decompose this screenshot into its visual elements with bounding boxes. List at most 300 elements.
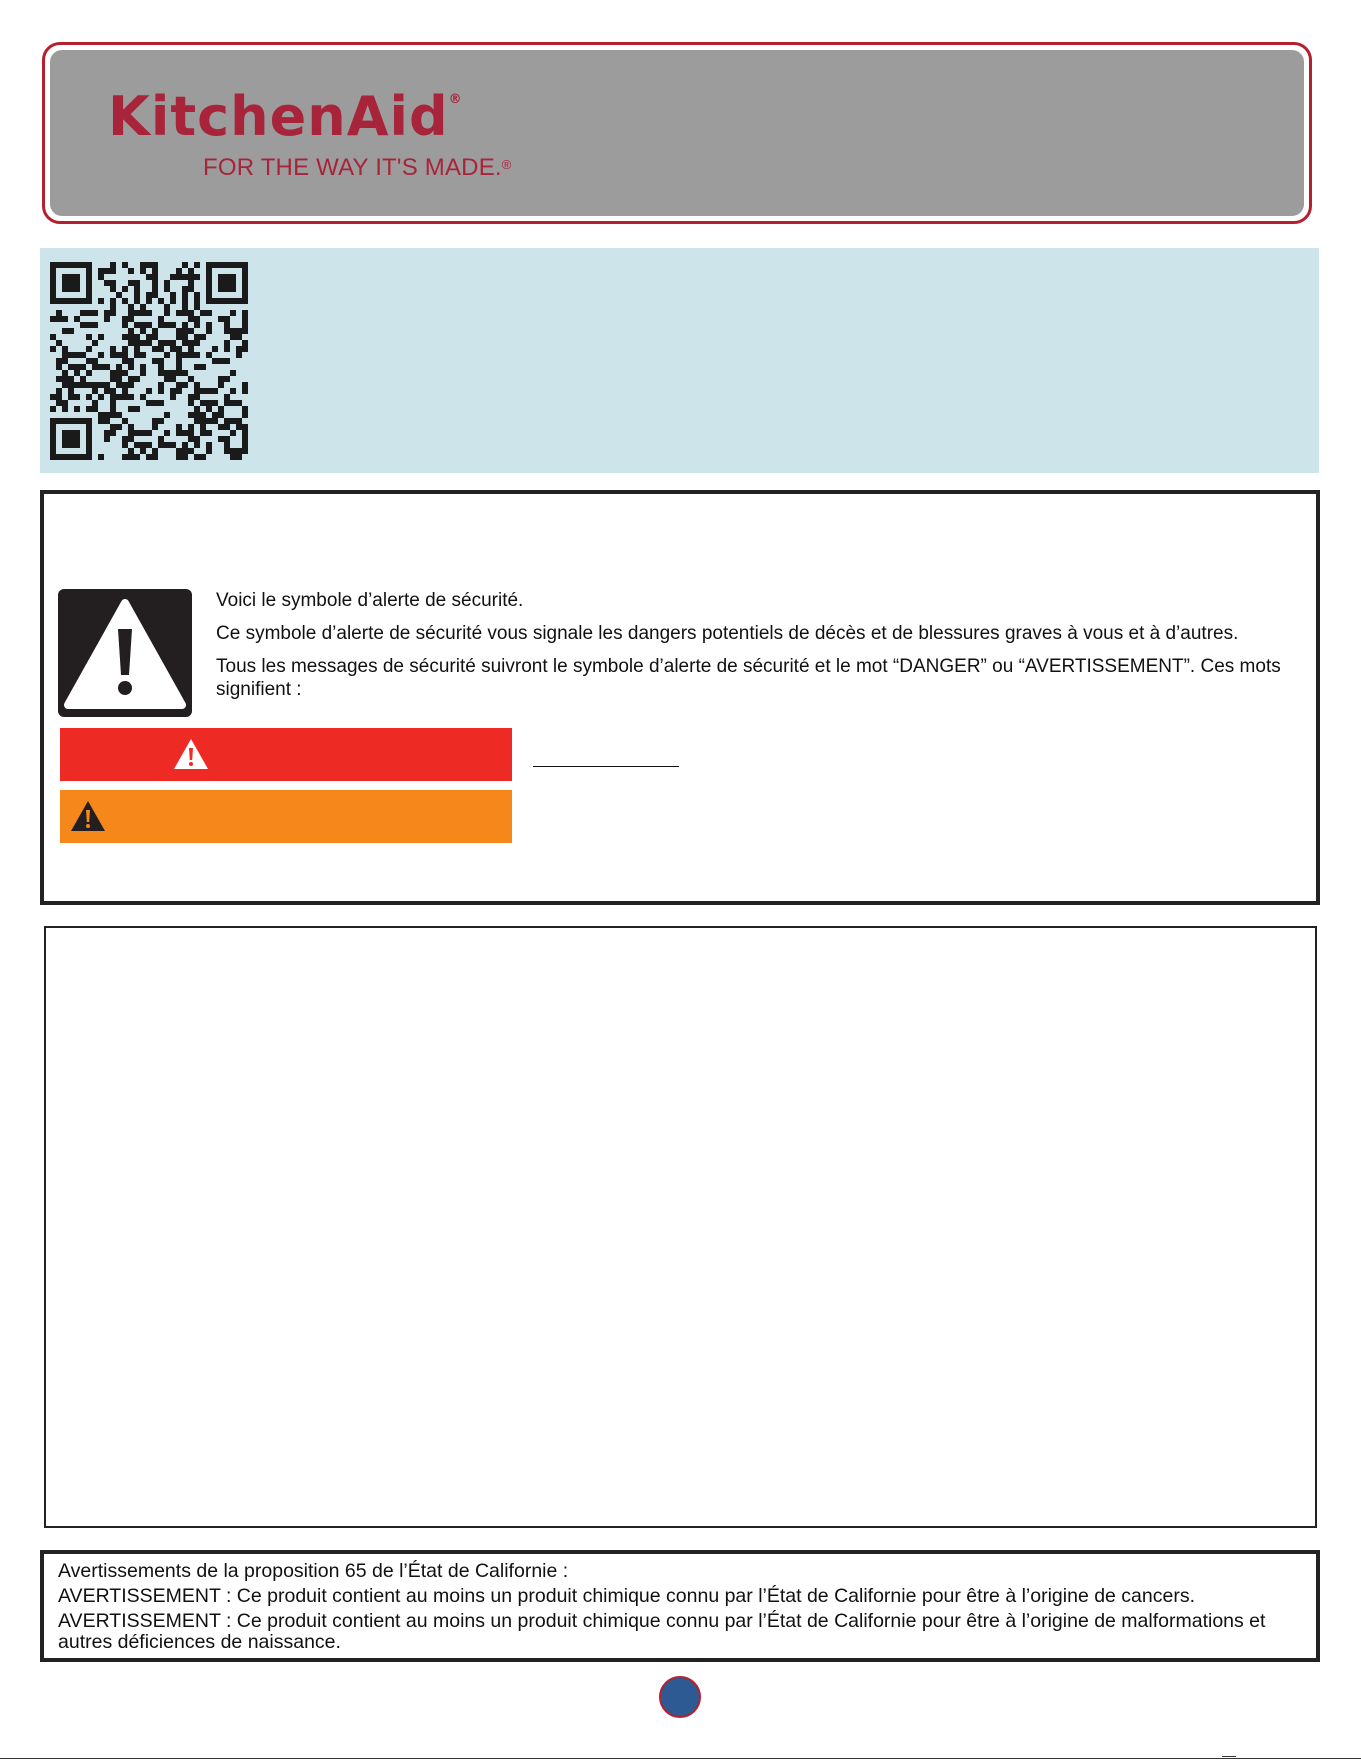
qr-module (212, 346, 218, 352)
qr-module (182, 352, 188, 358)
qr-module (188, 448, 194, 454)
qr-module (86, 292, 92, 298)
qr-module (164, 280, 170, 286)
qr-module (122, 382, 128, 388)
qr-module (98, 274, 104, 280)
qr-module (230, 430, 236, 436)
qr-module (92, 388, 98, 394)
qr-module (158, 358, 164, 364)
qr-module (128, 430, 134, 436)
qr-module (182, 442, 188, 448)
qr-module (224, 400, 230, 406)
qr-module (116, 424, 122, 430)
qr-module (122, 394, 128, 400)
qr-module (62, 370, 68, 376)
qr-module (206, 406, 212, 412)
qr-module (206, 280, 212, 286)
qr-module (134, 322, 140, 328)
qr-module (80, 298, 86, 304)
qr-module (62, 298, 68, 304)
qr-module (242, 268, 248, 274)
qr-module (206, 292, 212, 298)
qr-module (176, 448, 182, 454)
qr-module (134, 442, 140, 448)
qr-module (176, 370, 182, 376)
qr-module (182, 304, 188, 310)
qr-module (146, 430, 152, 436)
qr-module (128, 394, 134, 400)
qr-module (170, 346, 176, 352)
qr-module (170, 292, 176, 298)
qr-module (164, 322, 170, 328)
qr-module (194, 454, 200, 460)
qr-module (182, 274, 188, 280)
qr-module (182, 286, 188, 292)
qr-module (188, 268, 194, 274)
qr-module (62, 430, 68, 436)
qr-module (206, 298, 212, 304)
qr-module (194, 262, 200, 268)
qr-module (104, 268, 110, 274)
qr-module (146, 388, 152, 394)
qr-module (236, 262, 242, 268)
qr-module (230, 334, 236, 340)
qr-module (242, 292, 248, 298)
qr-module (230, 262, 236, 268)
qr-module (56, 316, 62, 322)
qr-module (194, 442, 200, 448)
qr-module (242, 340, 248, 346)
warning-triangle-icon (69, 799, 107, 833)
qr-module (110, 394, 116, 400)
qr-module (62, 352, 68, 358)
safety-paragraph-2: Ce symbole d’alerte de sécurité vous signale les dangers potentiels de décès et de blessures graves à vous et à d’autres. (216, 623, 1239, 644)
qr-module (98, 454, 104, 460)
qr-module (206, 274, 212, 280)
qr-module (110, 310, 116, 316)
qr-module (164, 442, 170, 448)
qr-module (164, 310, 170, 316)
qr-module (170, 340, 176, 346)
qr-module (218, 382, 224, 388)
qr-module (104, 382, 110, 388)
qr-module (128, 358, 134, 364)
qr-module (206, 352, 212, 358)
qr-module (242, 448, 248, 454)
qr-module (80, 352, 86, 358)
qr-code[interactable] (50, 262, 248, 460)
qr-module (86, 286, 92, 292)
qr-module (122, 352, 128, 358)
qr-module (56, 388, 62, 394)
qr-module (242, 424, 248, 430)
qr-module (128, 382, 134, 388)
qr-module (242, 262, 248, 268)
qr-module (182, 334, 188, 340)
qr-module (200, 454, 206, 460)
qr-module (62, 286, 68, 292)
qr-module (74, 382, 80, 388)
qr-module (56, 454, 62, 460)
qr-module (230, 328, 236, 334)
qr-module (98, 364, 104, 370)
qr-module (182, 340, 188, 346)
qr-module (230, 280, 236, 286)
qr-module (50, 262, 56, 268)
qr-module (176, 274, 182, 280)
qr-module (176, 346, 182, 352)
qr-module (236, 352, 242, 358)
qr-module (236, 424, 242, 430)
qr-module (62, 376, 68, 382)
qr-module (80, 382, 86, 388)
qr-module (224, 280, 230, 286)
qr-module (188, 430, 194, 436)
qr-module (116, 364, 122, 370)
page-number-marker (659, 1676, 701, 1718)
qr-module (212, 412, 218, 418)
qr-module (230, 418, 236, 424)
qr-module (146, 262, 152, 268)
qr-module (170, 376, 176, 382)
qr-module (164, 286, 170, 292)
qr-module (50, 442, 56, 448)
qr-module (80, 310, 86, 316)
brand-registered-mark: ® (448, 92, 463, 107)
qr-module (134, 430, 140, 436)
qr-module (218, 358, 224, 364)
qr-module (230, 298, 236, 304)
warning-triangle-icon (58, 589, 192, 717)
qr-module (152, 262, 158, 268)
qr-module (68, 352, 74, 358)
qr-module (236, 334, 242, 340)
qr-module (206, 430, 212, 436)
qr-module (86, 346, 92, 352)
qr-module (158, 418, 164, 424)
qr-module (86, 454, 92, 460)
qr-module (68, 286, 74, 292)
qr-module (86, 436, 92, 442)
qr-module (92, 400, 98, 406)
qr-module (152, 292, 158, 298)
brand-tagline-text: FOR THE WAY IT'S MADE. (203, 154, 502, 181)
qr-module (50, 316, 56, 322)
qr-module (218, 274, 224, 280)
qr-module (230, 370, 236, 376)
qr-module (50, 298, 56, 304)
qr-module (68, 430, 74, 436)
qr-module (128, 406, 134, 412)
qr-module (212, 262, 218, 268)
qr-module (122, 358, 128, 364)
qr-module (194, 436, 200, 442)
qr-module (50, 292, 56, 298)
qr-module (242, 388, 248, 394)
qr-module (158, 382, 164, 388)
qr-module (134, 292, 140, 298)
qr-module (62, 406, 68, 412)
qr-module (74, 262, 80, 268)
qr-module (86, 382, 92, 388)
qr-module (188, 376, 194, 382)
qr-module (242, 286, 248, 292)
qr-module (206, 448, 212, 454)
qr-module (242, 328, 248, 334)
brand-header (42, 42, 1312, 224)
qr-module (122, 418, 128, 424)
qr-module (122, 388, 128, 394)
qr-module (134, 454, 140, 460)
qr-module (230, 400, 236, 406)
qr-module (62, 382, 68, 388)
qr-module (62, 400, 68, 406)
qr-module (98, 418, 104, 424)
qr-module (200, 310, 206, 316)
qr-module (80, 322, 86, 328)
qr-module (128, 448, 134, 454)
qr-module (152, 286, 158, 292)
qr-module (68, 280, 74, 286)
qr-module (224, 286, 230, 292)
qr-module (176, 334, 182, 340)
qr-module (134, 334, 140, 340)
qr-module (128, 280, 134, 286)
qr-module (56, 310, 62, 316)
qr-module (116, 394, 122, 400)
qr-module (194, 418, 200, 424)
qr-module (200, 412, 206, 418)
qr-module (164, 376, 170, 382)
qr-module (134, 340, 140, 346)
qr-module (110, 280, 116, 286)
qr-module (188, 346, 194, 352)
qr-module (188, 436, 194, 442)
qr-module (176, 388, 182, 394)
qr-module (62, 280, 68, 286)
qr-module (188, 286, 194, 292)
qr-module (50, 430, 56, 436)
prop65-warning-box (40, 1550, 1320, 1662)
qr-module (98, 298, 104, 304)
qr-module (224, 274, 230, 280)
qr-module (182, 322, 188, 328)
qr-module (188, 412, 194, 418)
qr-module (68, 454, 74, 460)
qr-module (146, 292, 152, 298)
qr-module (56, 340, 62, 346)
qr-module (68, 382, 74, 388)
qr-module (104, 280, 110, 286)
qr-module (224, 376, 230, 382)
bottom-rule (0, 1758, 1361, 1759)
qr-module (164, 304, 170, 310)
qr-module (62, 328, 68, 334)
qr-module (182, 382, 188, 388)
qr-module (242, 322, 248, 328)
qr-module (242, 442, 248, 448)
qr-module (98, 394, 104, 400)
qr-module (98, 382, 104, 388)
qr-module (50, 418, 56, 424)
qr-module (236, 400, 242, 406)
qr-module (128, 268, 134, 274)
qr-module (50, 346, 56, 352)
qr-module (80, 454, 86, 460)
qr-module (104, 310, 110, 316)
qr-module (242, 280, 248, 286)
qr-module (146, 442, 152, 448)
qr-module (224, 442, 230, 448)
qr-module (140, 442, 146, 448)
qr-module (122, 346, 128, 352)
qr-module (152, 346, 158, 352)
qr-module (68, 328, 74, 334)
qr-module (176, 454, 182, 460)
qr-module (110, 400, 116, 406)
qr-module (158, 298, 164, 304)
qr-module (116, 352, 122, 358)
qr-module (62, 316, 68, 322)
qr-module (86, 442, 92, 448)
qr-module (242, 412, 248, 418)
qr-module (194, 412, 200, 418)
qr-module (230, 286, 236, 292)
qr-module (86, 274, 92, 280)
qr-module (236, 448, 242, 454)
qr-module (140, 262, 146, 268)
qr-module (194, 298, 200, 304)
qr-module (74, 406, 80, 412)
qr-module (92, 358, 98, 364)
qr-module (194, 340, 200, 346)
qr-module (74, 274, 80, 280)
qr-module (146, 334, 152, 340)
qr-module (146, 322, 152, 328)
qr-module (56, 394, 62, 400)
qr-module (194, 292, 200, 298)
qr-module (206, 262, 212, 268)
qr-module (152, 418, 158, 424)
qr-module (122, 436, 128, 442)
warning-triangle-icon (172, 737, 210, 771)
brand-logo (108, 85, 463, 148)
qr-module (194, 334, 200, 340)
qr-module (86, 448, 92, 454)
danger-signal-bar (60, 728, 512, 781)
qr-module (194, 394, 200, 400)
qr-module (218, 316, 224, 322)
qr-module (194, 322, 200, 328)
qr-module (158, 442, 164, 448)
qr-module (230, 454, 236, 460)
qr-module (80, 376, 86, 382)
qr-module (242, 382, 248, 388)
safety-paragraph-1: Voici le symbole d’alerte de sécurité. (216, 590, 524, 611)
qr-module (74, 430, 80, 436)
qr-module (170, 274, 176, 280)
qr-module (62, 346, 68, 352)
qr-module (218, 412, 224, 418)
qr-module (50, 394, 56, 400)
qr-module (176, 424, 182, 430)
qr-module (176, 328, 182, 334)
qr-module (62, 274, 68, 280)
qr-module (56, 364, 62, 370)
qr-module (140, 352, 146, 358)
qr-module (242, 430, 248, 436)
qr-module (224, 394, 230, 400)
qr-module (80, 418, 86, 424)
qr-module (224, 424, 230, 430)
qr-module (206, 400, 212, 406)
qr-module (152, 268, 158, 274)
warning-signal-bar (60, 790, 512, 843)
qr-module (128, 316, 134, 322)
qr-module (158, 322, 164, 328)
qr-module (230, 388, 236, 394)
qr-module (110, 424, 116, 430)
qr-module (68, 262, 74, 268)
qr-module (152, 400, 158, 406)
qr-module (128, 364, 134, 370)
qr-module (122, 262, 128, 268)
qr-code-band (40, 248, 1319, 473)
qr-module (194, 352, 200, 358)
qr-module (74, 280, 80, 286)
qr-module (170, 442, 176, 448)
qr-module (188, 394, 194, 400)
qr-module (74, 316, 80, 322)
qr-module (128, 328, 134, 334)
qr-module (218, 406, 224, 412)
qr-module (224, 358, 230, 364)
qr-module (194, 316, 200, 322)
qr-module (140, 448, 146, 454)
qr-module (158, 388, 164, 394)
qr-module (146, 454, 152, 460)
qr-module (212, 298, 218, 304)
qr-module (74, 442, 80, 448)
qr-module (50, 448, 56, 454)
qr-module (122, 286, 128, 292)
qr-module (170, 388, 176, 394)
qr-module (212, 418, 218, 424)
qr-module (176, 364, 182, 370)
qr-module (128, 424, 134, 430)
qr-module (62, 358, 68, 364)
qr-module (122, 370, 128, 376)
qr-module (188, 352, 194, 358)
qr-module (158, 316, 164, 322)
qr-module (62, 442, 68, 448)
qr-module (164, 430, 170, 436)
qr-module (92, 382, 98, 388)
qr-module (116, 382, 122, 388)
bottom-tick (1222, 1756, 1236, 1757)
qr-module (62, 454, 68, 460)
qr-module (218, 436, 224, 442)
qr-module (152, 358, 158, 364)
qr-module (68, 442, 74, 448)
qr-module (74, 364, 80, 370)
qr-module (104, 364, 110, 370)
qr-module (74, 436, 80, 442)
qr-module (110, 346, 116, 352)
qr-module (224, 298, 230, 304)
qr-module (74, 370, 80, 376)
qr-module (236, 418, 242, 424)
